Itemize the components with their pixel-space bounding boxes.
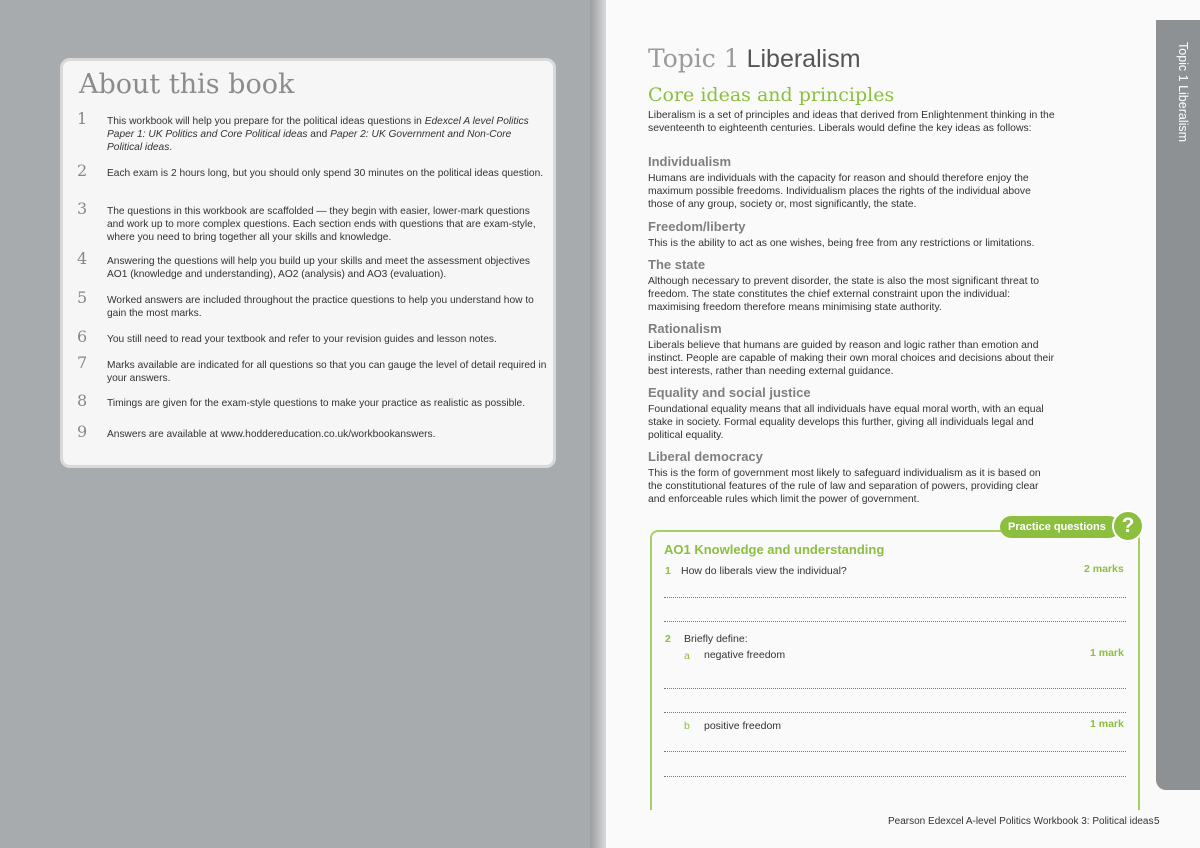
section-paragraph: This is the form of government most likely to safeguard individualism as it is based on the constitutional features of the rule of law and separation of powers, providing clear and enforceable rules which limit the power of government. [648,468,1041,505]
answer-line[interactable] [664,597,1126,598]
about-item-text: Worked answers are included throughout the practice questions to help you understand how to gain the most marks. [107,295,534,319]
section-paragraph: Liberals believe that humans are guided by reason and logic rather than emotion and instinct. People are capable of making their own moral choices and decisions about their best interests, rather than needing external guidance. [648,340,1055,377]
subquestion-letter: b [684,720,690,732]
question-number: 2 [665,633,671,645]
about-item-number: 1 [77,109,88,128]
about-item-number: 9 [77,422,88,441]
topic-name: Liberalism [746,45,861,73]
question-text: Briefly define: [684,633,748,645]
footer-book-title: Pearson Edexcel A-level Politics Workbook 3: Political ideas [888,816,1154,827]
about-item-text: This workbook will help you prepare for the political ideas questions in Edexcel A level Politics Paper 1: UK Politics and Core Political ideas and Paper 2: UK Government and Non-Core Political ideas. [107,116,529,153]
section-title: Core ideas and principles [648,84,895,106]
section-paragraph: Humans are individuals with the capacity for reason and should therefore enjoy the maximum possible freedoms. Individualism places the rights of the individual above those of any group, society or, most significantly, the state. [648,173,1031,210]
ao1-title: AO1 Knowledge and understanding [664,542,885,557]
question-marks: 2 marks [1084,563,1124,575]
about-item-number: 2 [77,161,88,180]
answer-line[interactable] [664,688,1126,689]
about-item-number: 6 [77,327,88,346]
section-heading: Freedom/liberty [648,219,746,234]
question-marks: 1 mark [1090,718,1124,730]
section-heading: Equality and social justice [648,385,811,400]
intro-paragraph: Liberalism is a set of principles and ideas that derived from Enlightenment thinking in the seventeenth to eighteenth centuries. Liberals would define the key ideas as follows: [648,110,1055,134]
topic-title [648,44,861,74]
about-item-text: Answers are available at www.hoddereducation.co.uk/workbookanswers. [107,429,436,440]
about-item-number: 3 [77,199,88,218]
about-item-text: You still need to read your textbook and refer to your revision guides and lesson notes. [107,334,497,345]
answer-line[interactable] [664,751,1126,752]
question-marks: 1 mark [1090,647,1124,659]
topic-side-tab-label: Topic 1 Liberalism [1176,42,1190,143]
about-item-number: 4 [77,249,88,268]
question-mark-icon: ? [1112,510,1144,542]
about-item-text: Each exam is 2 hours long, but you should only spend 30 minutes on the political ideas question. [107,168,544,179]
practice-questions-label: Practice questions [1000,516,1120,538]
answer-line[interactable] [664,621,1126,622]
right-page [606,0,1200,848]
about-item-text: Marks available are indicated for all questions so that you can gauge the level of detail required in your answers. [107,360,547,384]
about-item-number: 8 [77,391,88,410]
subquestion-letter: a [684,650,690,662]
about-item-text: Answering the questions will help you build up your skills and meet the assessment objectives AO1 (knowledge and understanding), AO2 (analysis) and AO3 (evaluation). [107,256,531,280]
subquestion-text: positive freedom [704,720,782,732]
page-number: 5 [1154,816,1160,827]
section-paragraph: This is the ability to act as one wishes, being free from any restrictions or limitations. [648,238,1035,249]
about-item-number: 7 [77,353,88,372]
about-item-number: 5 [77,288,88,307]
about-title: About this book [79,69,295,100]
subquestion-text: negative freedom [704,649,786,661]
answer-line[interactable] [664,776,1126,777]
section-heading: Liberal democracy [648,449,763,464]
topic-number: Topic 1 [648,44,740,73]
section-heading: Individualism [648,154,732,169]
about-item-text: Timings are given for the exam-style questions to make your practice as realistic as possible. [107,398,526,409]
section-paragraph: Although necessary to prevent disorder, the state is also the most significant threat to freedom. The state constitutes the chief external constraint upon the individual: maximising freedom therefore means minimising state authority. [648,276,1040,313]
about-item-text: The questions in this workbook are scaffolded — they begin with easier, lower-mark questions and work up to more complex questions. Each section ends with questions that are exam-style, where you need to bring together all your skills and knowledge. [107,206,536,243]
about-box [60,58,556,468]
question-number: 1 [665,565,671,577]
answer-line[interactable] [664,712,1126,713]
section-heading: Rationalism [648,321,722,336]
section-heading: The state [648,257,706,272]
topic-side-tab [1156,20,1200,790]
section-paragraph: Foundational equality means that all individuals have equal moral worth, with an equal stake in society. Formal equality develops this further, giving all individuals legal and political equality. [648,404,1044,441]
question-text: How do liberals view the individual? [681,565,847,577]
